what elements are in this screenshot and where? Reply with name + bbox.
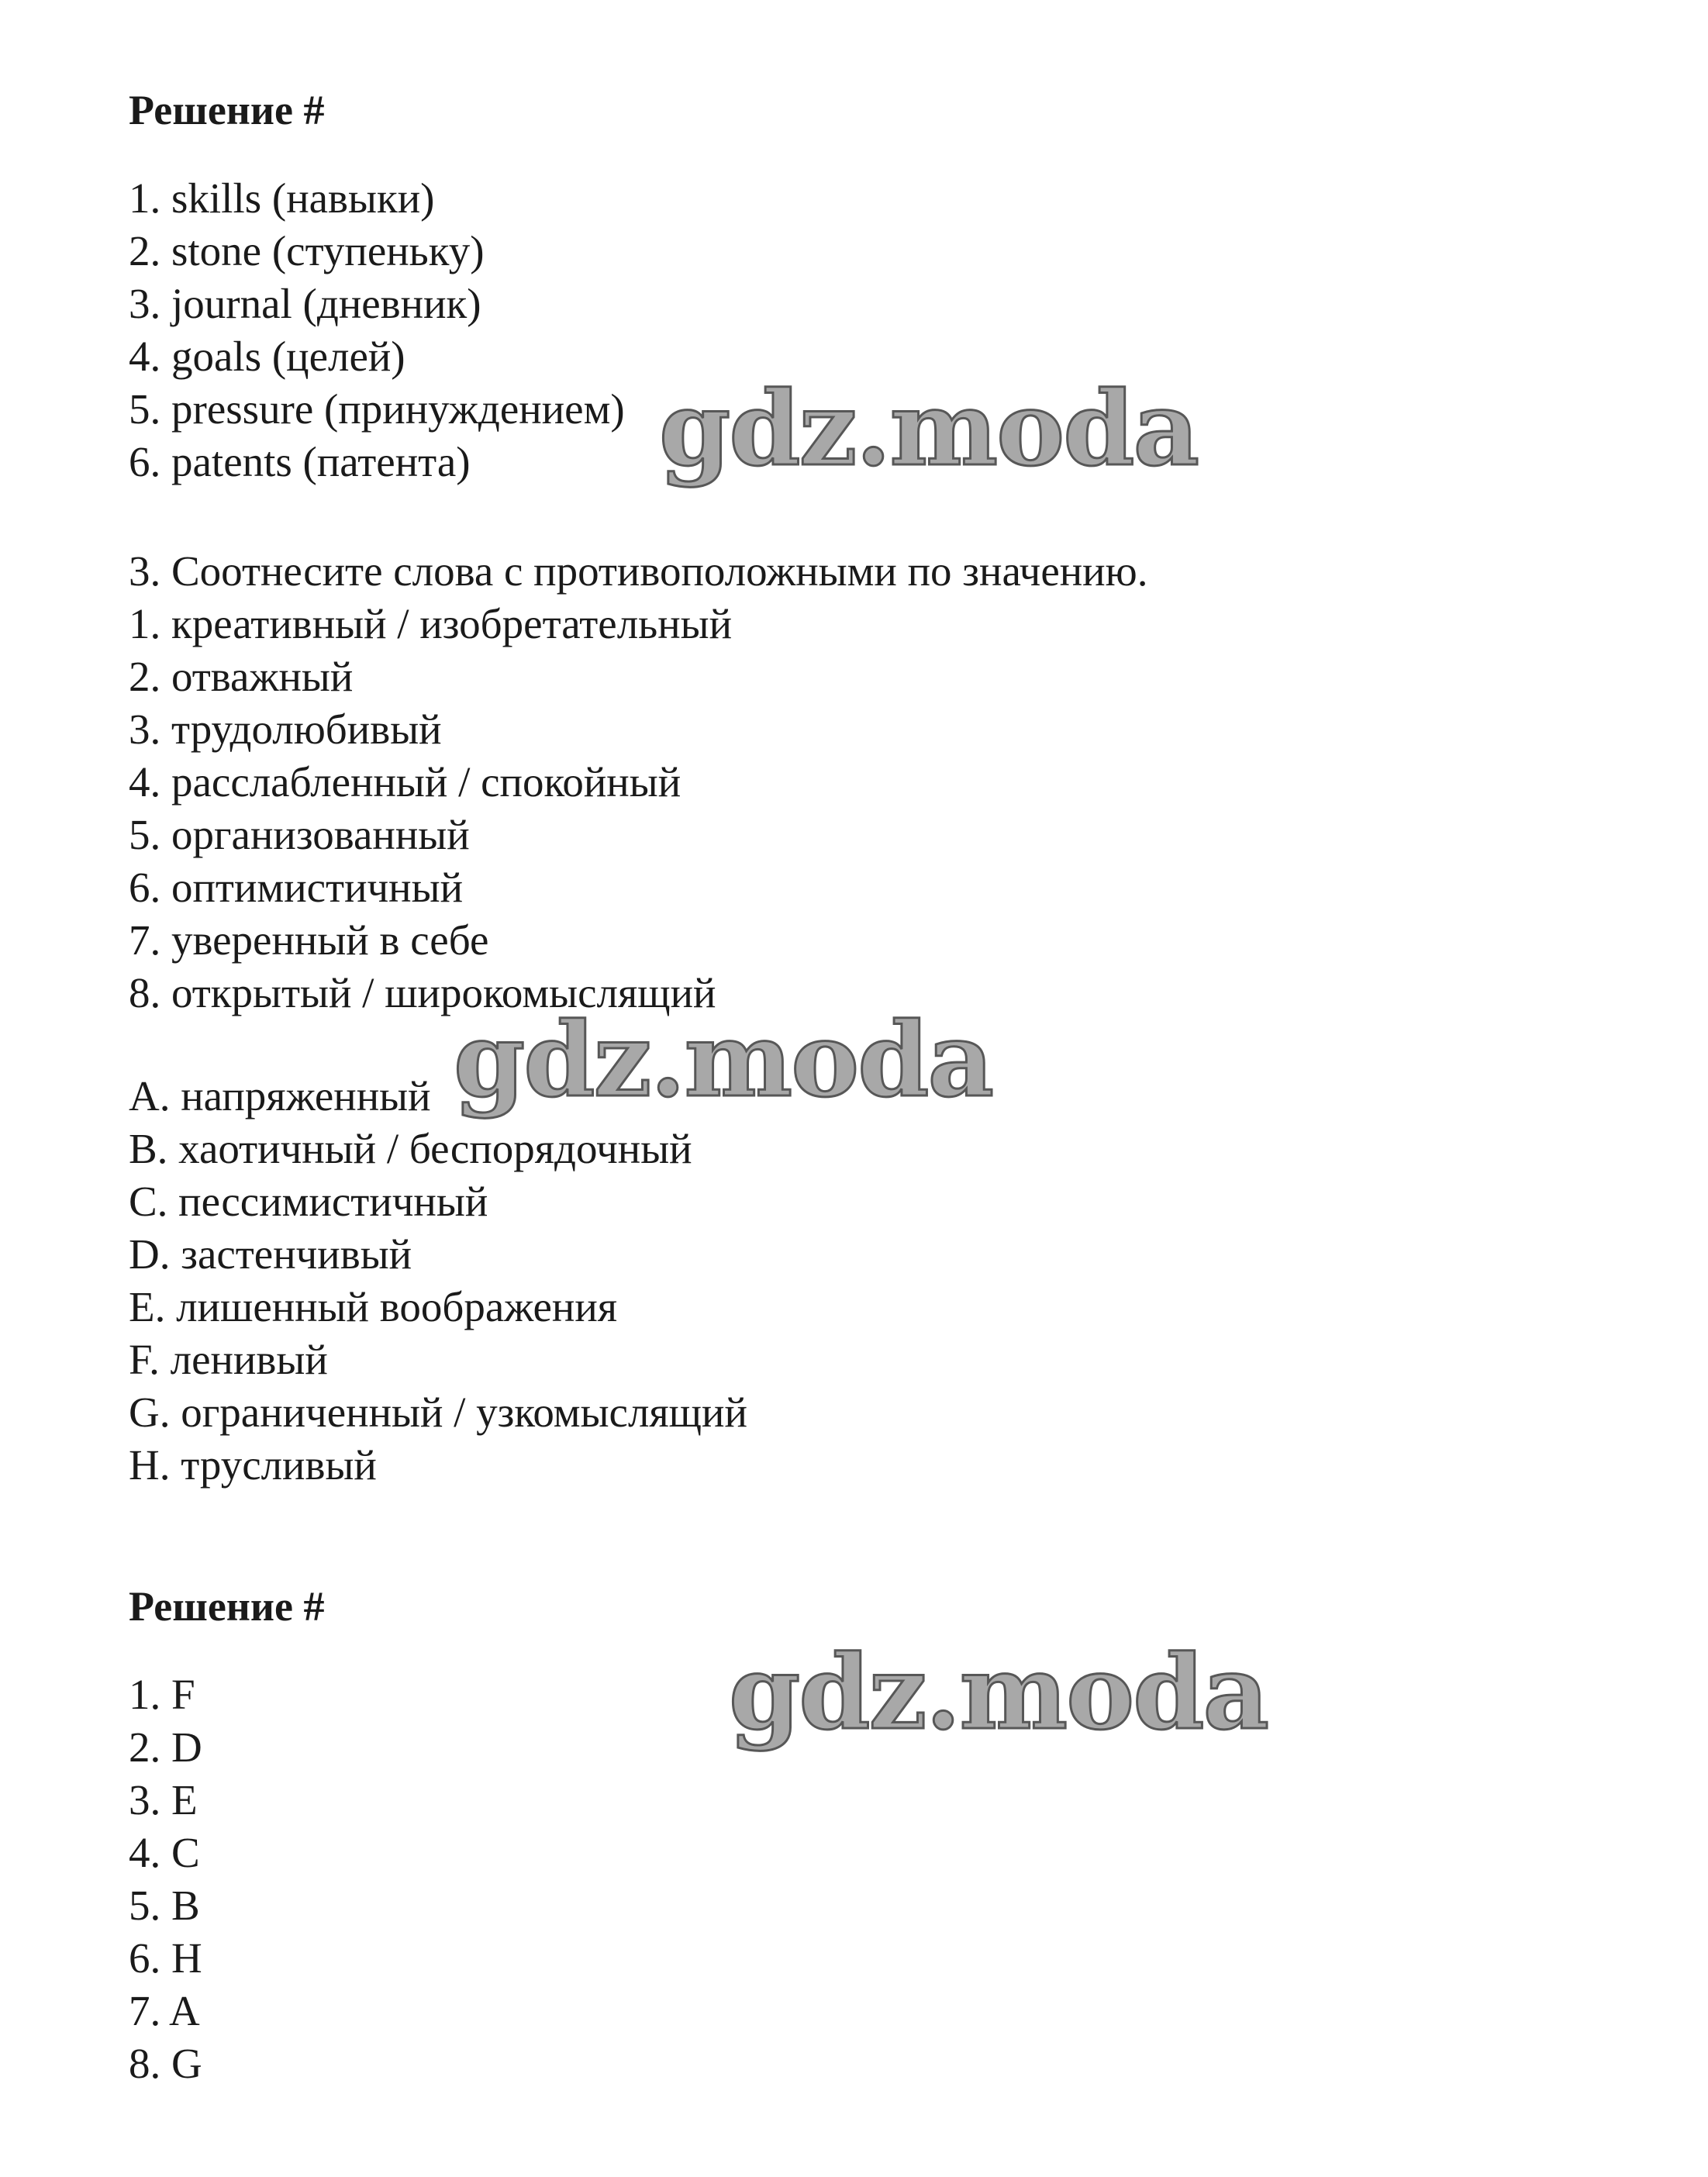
list-item: 4. расслабленный / спокойный: [129, 758, 681, 806]
list-item: 3. journal (дневник): [129, 280, 481, 327]
list-item: H. трусливый: [129, 1441, 377, 1489]
list-item: A. напряженный: [129, 1072, 431, 1120]
list-item: 6. оптимистичный: [129, 864, 464, 911]
answer-item: 3. E: [129, 1776, 198, 1823]
list-item: D. застенчивый: [129, 1230, 412, 1278]
list-item: 6. patents (патента): [129, 438, 471, 485]
answer-item: 4. C: [129, 1829, 200, 1876]
section2-answers: [129, 1668, 202, 2090]
answer-item: 5. B: [129, 1882, 200, 1929]
list-item: 5. pressure (принуждением): [129, 385, 625, 433]
watermark-logo: gdz.moda: [659, 369, 1199, 489]
list-item: F. ленивый: [129, 1336, 328, 1383]
list-item: B. хаотичный / беспорядочный: [129, 1125, 692, 1172]
answer-item: 6. H: [129, 1934, 202, 1982]
list-item: 1. креативный / изобретательный: [129, 600, 733, 647]
section1-list: [129, 172, 625, 488]
list-item: 5. организованный: [129, 811, 470, 858]
answer-item: 1. F: [129, 1671, 195, 1718]
section2: [129, 1580, 325, 1633]
list-item: C. пессимистичный: [129, 1178, 488, 1225]
task3: [129, 545, 1147, 1019]
list-item: 4. goals (целей): [129, 333, 405, 380]
opposites-list: [129, 1070, 747, 1492]
list-item: 7. уверенный в себе: [129, 916, 489, 964]
list-item: 1. skills (навыки): [129, 174, 435, 222]
answer-item: 2. D: [129, 1723, 202, 1771]
list-item: 2. stone (ступеньку): [129, 227, 485, 274]
list-item: G. ограниченный / узкомыслящий: [129, 1389, 747, 1436]
section1: [129, 84, 325, 136]
section2-heading: Решение #: [129, 1583, 325, 1630]
list-item: 2. отважный: [129, 653, 354, 700]
watermark-logo: gdz.moda: [729, 1633, 1268, 1753]
list-item: 8. открытый / широкомыслящий: [129, 969, 716, 1016]
watermark-logo: gdz.moda: [454, 1000, 993, 1120]
section1-heading: Решение #: [129, 87, 325, 133]
answer-item: 7. A: [129, 1987, 200, 2034]
answer-item: 8. G: [129, 2040, 202, 2087]
task3-title: 3. Соотнесите слова с противоположными по значению.: [129, 547, 1148, 595]
list-item: E. лишенный воображения: [129, 1283, 618, 1330]
list-item: 3. трудолюбивый: [129, 706, 442, 753]
